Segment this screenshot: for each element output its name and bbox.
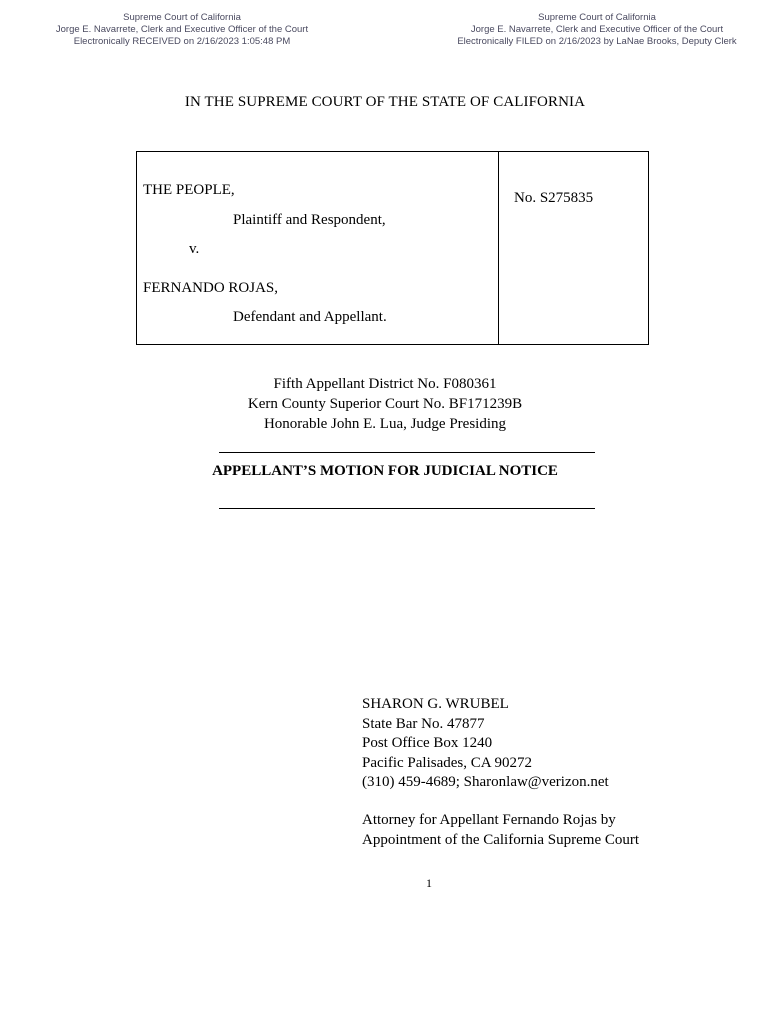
title-rule-bottom — [219, 508, 595, 509]
attorney-role-block — [362, 811, 639, 850]
presiding-judge: Honorable John E. Lua, Judge Presiding — [263, 416, 507, 432]
court-title: IN THE SUPREME COURT OF THE STATE OF CALIFORNIA — [184, 94, 586, 110]
filed-stamp-court: Supreme Court of California — [538, 12, 656, 23]
title-rule-top — [219, 452, 595, 453]
versus: v. — [189, 241, 200, 257]
plaintiff-role: Plaintiff and Respondent, — [233, 212, 386, 228]
received-stamp — [37, 12, 327, 48]
defendant-name: FERNANDO ROJAS, — [143, 280, 279, 296]
attorney-name: SHARON G. WRUBEL — [362, 696, 509, 712]
appellate-district: Fifth Appellant District No. F080361 — [273, 376, 497, 392]
attorney-address-line2: Pacific Palisades, CA 90272 — [362, 754, 532, 771]
received-stamp-date: Electronically RECEIVED on 2/16/2023 1:05:48 PM — [73, 36, 291, 47]
superior-court: Kern County Superior Court No. BF171239B — [247, 396, 523, 412]
received-stamp-clerk: Jorge E. Navarrete, Clerk and Executive Officer of the Court — [55, 24, 309, 35]
filed-stamp-date: Electronically FILED on 2/16/2023 by LaNae Brooks, Deputy Clerk — [457, 36, 737, 47]
attorney-role-line2: Appointment of the California Supreme Court — [362, 831, 640, 848]
attorney-address-line1: Post Office Box 1240 — [362, 735, 493, 751]
plaintiff-name: THE PEOPLE, — [143, 182, 235, 198]
defendant-role: Defendant and Appellant. — [233, 309, 387, 325]
case-number: No. S275835 — [514, 190, 594, 206]
filed-stamp — [452, 12, 742, 48]
received-stamp-court: Supreme Court of California — [123, 12, 241, 23]
page-number: 1 — [426, 876, 432, 890]
motion-title: APPELLANT’S MOTION FOR JUDICIAL NOTICE — [212, 463, 558, 479]
attorney-block — [362, 695, 609, 793]
attorney-role-line1: Attorney for Appellant Fernando Rojas by — [362, 812, 616, 828]
attorney-bar-number: State Bar No. 47877 — [362, 715, 485, 732]
attorney-contact: (310) 459-4689; Sharonlaw@verizon.net — [362, 774, 609, 790]
case-caption-box — [136, 151, 649, 345]
caption-divider — [498, 152, 499, 344]
filed-stamp-clerk: Jorge E. Navarrete, Clerk and Executive Officer of the Court — [470, 24, 724, 35]
